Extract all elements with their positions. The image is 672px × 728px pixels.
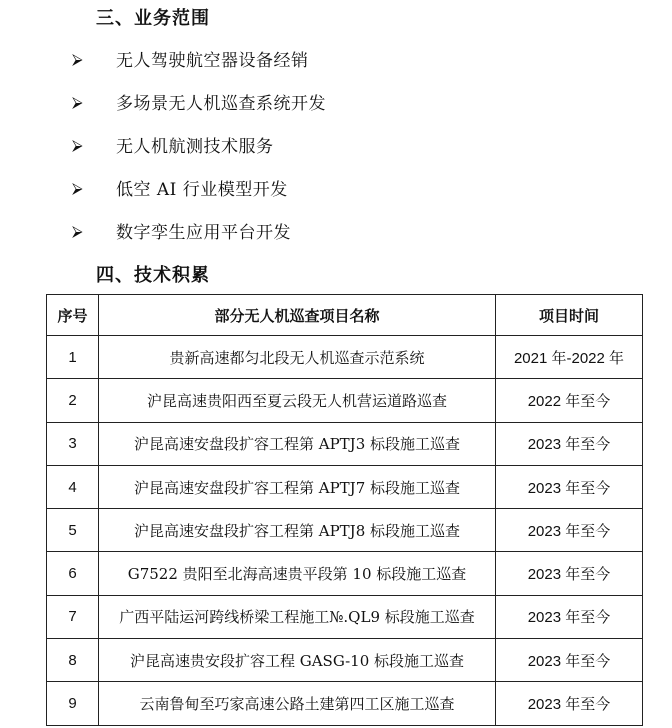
cell-project-name: 沪昆高速安盘段扩容工程第 APTJ3 标段施工巡查 — [99, 422, 496, 465]
list-item — [72, 80, 632, 123]
table-row — [47, 552, 643, 595]
project-table — [46, 294, 643, 726]
cell-no: 8 — [47, 639, 99, 682]
section-3-heading: 三、业务范围 — [96, 8, 210, 29]
cell-project-time: 2021 年-2022 年 — [496, 336, 643, 379]
cell-no: 5 — [47, 509, 99, 552]
arrow-bullet-icon: ⮚ — [72, 178, 83, 197]
list-item-text: 低空 AI 行业模型开发 — [116, 180, 288, 200]
list-item — [72, 123, 632, 166]
cell-project-time: 2023 年至今 — [496, 509, 643, 552]
table-row — [47, 595, 643, 638]
cell-project-name: 沪昆高速安盘段扩容工程第 APTJ8 标段施工巡查 — [99, 509, 496, 552]
table-row — [47, 682, 643, 725]
cell-project-time: 2022 年至今 — [496, 379, 643, 422]
arrow-bullet-icon: ⮚ — [72, 135, 83, 154]
list-item-text: 数字孪生应用平台开发 — [116, 223, 291, 243]
table-row — [47, 465, 643, 508]
list-item — [72, 209, 632, 252]
cell-project-name: 贵新高速都匀北段无人机巡查示范系统 — [99, 336, 496, 379]
table-row — [47, 509, 643, 552]
cell-no: 6 — [47, 552, 99, 595]
arrow-bullet-icon: ⮚ — [72, 92, 83, 111]
table-row — [47, 639, 643, 682]
cell-project-name: 广西平陆运河跨线桥梁工程施工№.QL9 标段施工巡查 — [99, 595, 496, 638]
cell-project-name: G7522 贵阳至北海高速贵平段第 10 标段施工巡查 — [99, 552, 496, 595]
business-scope-list — [72, 37, 632, 252]
cell-project-time: 2023 年至今 — [496, 639, 643, 682]
list-item-text: 无人驾驶航空器设备经销 — [116, 51, 309, 71]
list-item — [72, 166, 632, 209]
cell-no: 2 — [47, 379, 99, 422]
cell-project-name: 沪昆高速安盘段扩容工程第 APTJ7 标段施工巡查 — [99, 465, 496, 508]
cell-project-name: 沪昆高速贵安段扩容工程 GASG-10 标段施工巡查 — [99, 639, 496, 682]
cell-project-time: 2023 年至今 — [496, 595, 643, 638]
arrow-bullet-icon: ⮚ — [72, 221, 83, 240]
section-4-heading: 四、技术积累 — [96, 265, 210, 286]
cell-no: 9 — [47, 682, 99, 725]
table-row — [47, 422, 643, 465]
table-row — [47, 379, 643, 422]
cell-project-time: 2023 年至今 — [496, 552, 643, 595]
cell-project-name: 云南鲁甸至巧家高速公路土建第四工区施工巡查 — [99, 682, 496, 725]
cell-no: 7 — [47, 595, 99, 638]
table-row — [47, 336, 643, 379]
list-item-text: 无人机航测技术服务 — [116, 137, 274, 157]
cell-project-time: 2023 年至今 — [496, 422, 643, 465]
cell-no: 4 — [47, 465, 99, 508]
header-no: 序号 — [47, 295, 99, 336]
arrow-bullet-icon: ⮚ — [72, 49, 83, 68]
cell-project-time: 2023 年至今 — [496, 465, 643, 508]
list-item — [72, 37, 632, 80]
cell-project-name: 沪昆高速贵阳西至夏云段无人机营运道路巡查 — [99, 379, 496, 422]
table-header-row — [47, 295, 643, 336]
header-project-time: 项目时间 — [496, 295, 643, 336]
cell-no: 3 — [47, 422, 99, 465]
header-project-name: 部分无人机巡查项目名称 — [99, 295, 496, 336]
cell-no: 1 — [47, 336, 99, 379]
cell-project-time: 2023 年至今 — [496, 682, 643, 725]
list-item-text: 多场景无人机巡查系统开发 — [116, 94, 326, 114]
